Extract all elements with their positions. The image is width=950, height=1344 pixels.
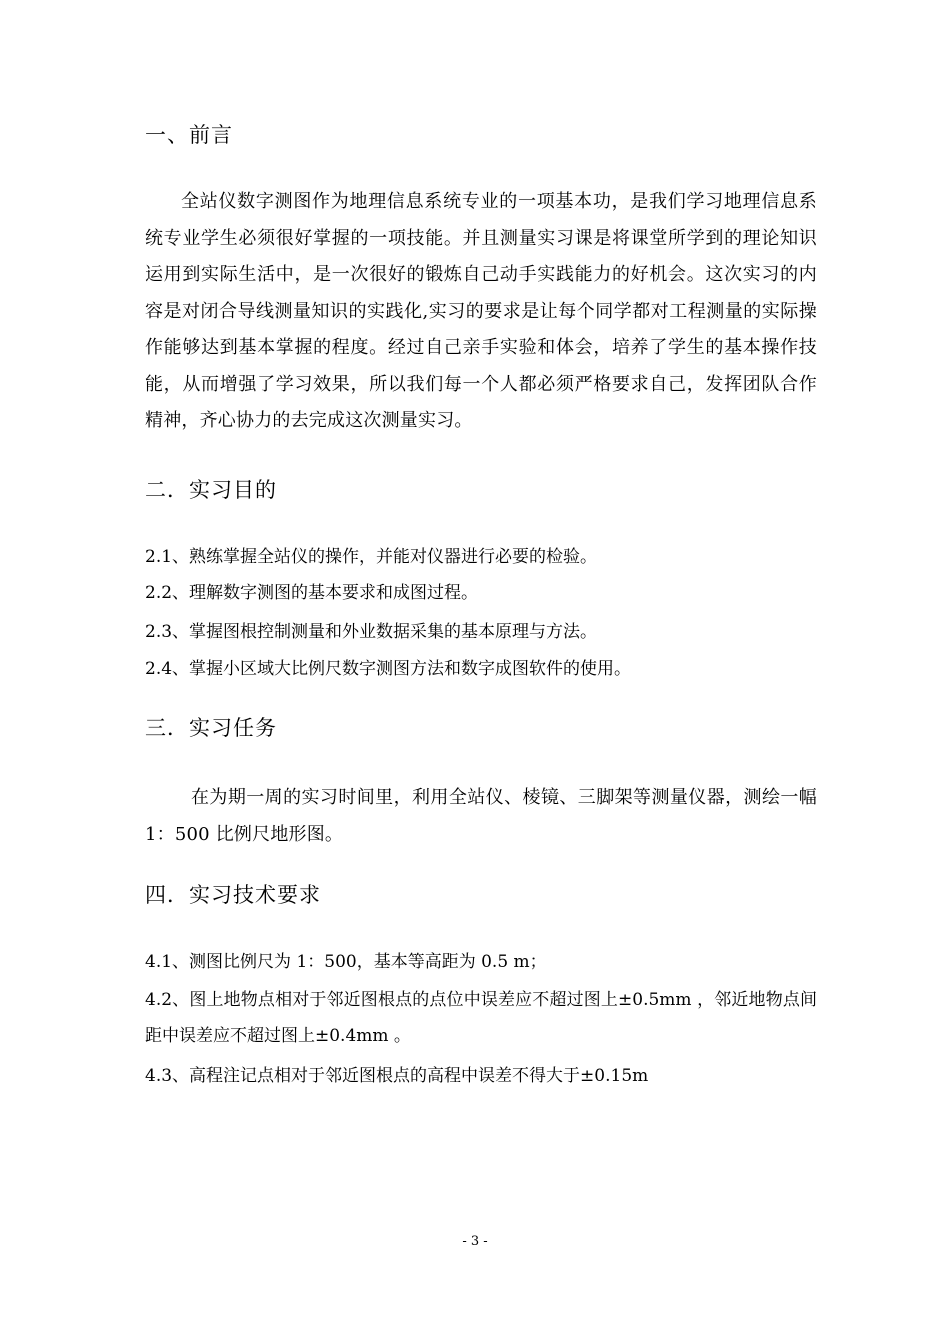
section-heading-requirements: 四．实习技术要求 <box>145 883 321 907</box>
list-item: 4.3、高程注记点相对于邻近图根点的高程中误差不得大于±0.15m <box>145 1066 649 1086</box>
preface-paragraph: 全站仪数字测图作为地理信息系统专业的一项基本功，是我们学习地理信息系统专业学生必须很好掌握的一项技能。并且测量实习课是将课堂所学到的理论知识运用到实际生活中，是一次很好的锻炼自己动手实践能力的好机会。这次实习的内容是对闭合导线测量知识的实践化,实习的要求是让每个同学都对工程测量的实际操作能够达到基本掌握的程度。经过自己亲手实验和体会，培养了学生的基本操作技能，从而增强了学习效果，所以我们每一个人都必须严格要求自己，发挥团队合作精神，齐心协力的去完成这次测量实习。 <box>145 191 817 431</box>
section-heading-preface: 一、前言 <box>145 123 233 147</box>
section-heading-tasks: 三．实习任务 <box>145 716 277 740</box>
section-heading-objectives: 二．实习目的 <box>145 478 277 502</box>
list-item: 4.1、测图比例尺为 1：500，基本等高距为 0.5 m； <box>145 952 547 972</box>
list-item: 4.2、图上地物点相对于邻近图根点的点位中误差应不超过图上±0.5mm ，邻近地物点间距中误差应不超过图上±0.4mm 。 <box>145 990 817 1046</box>
list-item: 2.1、熟练掌握全站仪的操作，并能对仪器进行必要的检验。 <box>145 547 598 567</box>
page-number: - 3 - <box>462 1234 488 1249</box>
list-item: 2.3、掌握图根控制测量和外业数据采集的基本原理与方法。 <box>145 622 598 642</box>
list-item: 2.4、掌握小区域大比例尺数字测图方法和数字成图软件的使用。 <box>145 659 632 679</box>
list-item: 2.2、理解数字测图的基本要求和成图过程。 <box>145 583 479 603</box>
tasks-paragraph: 在为期一周的实习时间里，利用全站仪、棱镜、三脚架等测量仪器，测绘一幅 1：500 比例尺地形图。 <box>145 787 817 845</box>
